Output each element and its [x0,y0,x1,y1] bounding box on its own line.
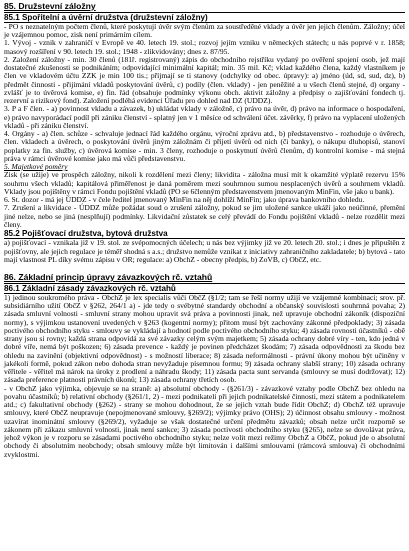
section-85-title: 85. Družstevní záložny [4,2,405,13]
s851-para-intro: - PO s neznatelným počtem členů, které poskytují úvěr svým členům za soustředěné vklady a úvěr jen jejich členům. Záložny; účel je vzájemnou pomoc, zisk není primárním cílem. [4,21,405,40]
section-85-1-title: 85.1 Spořitelní a úvěrní družstva (družstevní záložny) [4,13,405,23]
s861-para-commercial: - v ObchZ jako výjimka, objevuje se na straně: a) absolutní obchody - (§261/3) - závazkové vztahy podle ObchZ bez ohledu na povahu účastníků; b) relativní obchody (§261/1, 2) - mezi podnikateli při jejich podnikatelské činnosti, mezi státem a podnikatelem atd.; c) fakultativní obchody (§262) - strany se mohou dohodnout, že se jejich vztah bude řídit ObchZ; d) ObchZ též upravuje smlouvy, které ObčZ neupravuje (nepojmenované smlouvy, §269/2); výjimky právo (OHS); 2) účinnost obsahu smlouvy - možnost uzavírat inominátní smlouvy (§269/2), vyžaduje se však dostatečné určení předmětu závazků; obsah nelze určit rozporně se zákonem při zákazu smluvní volnosti, jinak není sankce; 3) zásada poctivosti obchodního styku (§265), nelze se dovolávat práva, jehož výkon je v rozporu se zásadami poctivého obchodního styku; nelze volit mezi režimy ObchZ a ObčZ, pokud jde o absolutní obchody či absolutním neobchody; obsah smlouvy může být limitován i dalšími smlouvami (rámcová smlouva) či obchodními zvyklostmi. [4,383,405,459]
s861-para-principles: 1) jedinou soukromého práva - ObchZ je lex specialis vůči ObčZ (§1/2; tam se řeší normy užijí ve vzájemné kombinaci; srov. př. subsidiárního užití ObčZ v §262, 264/1 a) - jde tedy o svébytné standardy obchodní a občanský souvislosti souhrnná povaha; 2) zásada smluvní volnosti - smluvní strany mohou upravit svá práva a povinnosti jinak, než upravuje obchodní zákoník (dispoziční normy), s výjimkou ustanovení uvedených v §263 (kogentní normy); přitom musí být zachovány zákonné předpoklady; 3) zásada poctivého obchodního styku - smlouvy se vykládají a hodnotí podle poctivého obchodního styku; 4) zásada rovnosti účastníků - obě strany jsou si rovny; každá strana odpovídá za své závazky celým svým majetkem; 5) zásada ochrany dobré víry - ten, kdo jedná v dobré víře, nemá být poškozen; 6) zásada prevence - každý je povinen předcházet škodám; 7) zásada odpovědnosti za škodu bez ohledu na zavinění (objektivní odpovědnost) - s možností liberace; 8) zásada neformálnosti - právní úkony mohou být učiněny v jakékoli formě, pokud zákon nebo dohoda stran nevyžaduje písemnou formu; 9) zásada ochrany slabší strany; 10) zásada ochrany věřitele - věřitel má nárok na úroky z prodlení a náhradu škody; 11) zásada pacta sunt servanda (smlouvy se musí dodržovat); 12) zásada preference platnosti právních úkonů; 13) zásada ochrany třetích osob. [4,292,405,385]
s851-para-history: 1. Vývoj - vznik v zahraničí v Evropě ve 40. letech 19. stol.; rozvoj jejím vzniku v německých státech; u nás poprvé v r. 1858; masový rozšíření v 90. letech 19. stol.; 1948 - zlikvidovány; dnes z. 87/95. [4,38,405,56]
section-86-title: 86. Základní princip úpravy závazkových rč. vztahů [4,273,405,284]
s852-para: a) pojišťovací - vznikala již v 19. stol. ze svépomocných účelech; u nás bez výjimky již ve 20. letech 20. stol.; i dnes je připuštěn z pojišťovny, ale jejich regulace je téměř shodná s a.s.; družstvo nemůže vznikat z iniciativy zahraničního zakladatele; b) bytová - tato mají vlastnost PL díky svému zápisu v OR; regulace: a) ObchZ - obecny předpis, b) ZoVB, c) ObčZ, etc. [4,238,405,264]
s851-para-dissolution: 7. Zrušení a likvidace - ÚDDZ může požádat soud o zrušení záložny, pokud se jim uložené sankce ukáží jako neúčinné, přemění jiné nelze, nebo se jiná (nesplňují) podmínky. Likvidační zůstatek se celý převádí do Fondu pojištění vkladů - nelze rozdělit mezi členy. [4,203,405,229]
s851-para-founding: 2. Založení záložny - min. 30 členů (181ř. registrovaný) zápis do obchodního rejstříku vydaný po ověření spojení osob, jež mají dostatečné zkušenosti se podnikáním; odpovídající minimální kapitál; min. 35 mil. Kč; vklad každého člena, každý vlastníkem je člen ve vkladovém účtu ZZK je min 100 tis.; příjmají se ti stanovy (odchylky od obec. úpravy): a) jméno (úd, sd, sud, dz), b) předmět činnosti - přijímání vkladů poskytování úvěrů, c) podíly (člen. vklady) - jen peněžité a u všech členů stejné, d) organy - zvlášť je to úvěrová komise, e) fin. řád (obsahuje podmínky výkonu obch. aktivit záložny a předpisy o zajišťování fondech tj. rezervní a rizikový fond). Založení podléhá evidenci Úřadu pro dohled nad DZ (UDDZ). [4,54,405,106]
s851-para-supervision: 6. St. dozor - má jej ÚDDZ - v čele ředitel jmenovaný MinFin na něj dohlíží MinFin; jako úprava bankovního dohledu. [4,195,365,205]
s851-para-member-rights: 3. P a F člen. - a) povinnost vkladu a závazek, b) ukládat vklady v záložně, c) právo na úvěr, d) právo na informace o hospodaření, e) právo navyporádací podíl při zániku členství - splatný jen v 1 měsíce od schválení účet. závěrky, f) právo na vyplacení uložených vkladů - při zániku členství. [4,104,405,130]
section-85-2-title: 85.2 Pojišťovací družstva, bytová družstva [4,229,405,239]
s851-para-property: Zisk (se užije) ve prospěch záložny, nikoli k rozdělení mezi členy; likvidita - záložna musí mít k okamžité výplatě rezervu 15% souhrnu všech vkladů; kapitálová přiměřenost je daná poměrem mezi souhrnnou sumou nesplacených úvěrů a souhrnem vkladů. Vklady jsou pojištěny v rámci Fondu pojištění vkladů (PO se 6členným představenstvem jmenovaným MinFin, vše jako u bank). [4,170,405,196]
section-86-1-title: 86.1 Základní zásady závazkových rč. vztahů [4,284,405,294]
s851-para-bodies: 4. Orgány - a) člen. schůze - schvaluje jednací řád každého orgánu, výroční zprávu atd., b) představenstvo - rozhoduje o úvěrech, člen. vkladech a úvěrech, o poskytování úvěrů jiným záložnám či přijetí úvěrů od nich (či banky), o nákupu dluhopisů, stanoví poplatky za fin. služby, c) úvěrová komise - min. 3 členy, rozhoduje o poskytnutí úvěrů členům, d) kontrolní komise - má stejná práva v rámci úvěrové komise jako má vůči představenstvu. [4,129,405,163]
s851-subheading-property: 5. Majetkové poměry [4,162,68,172]
